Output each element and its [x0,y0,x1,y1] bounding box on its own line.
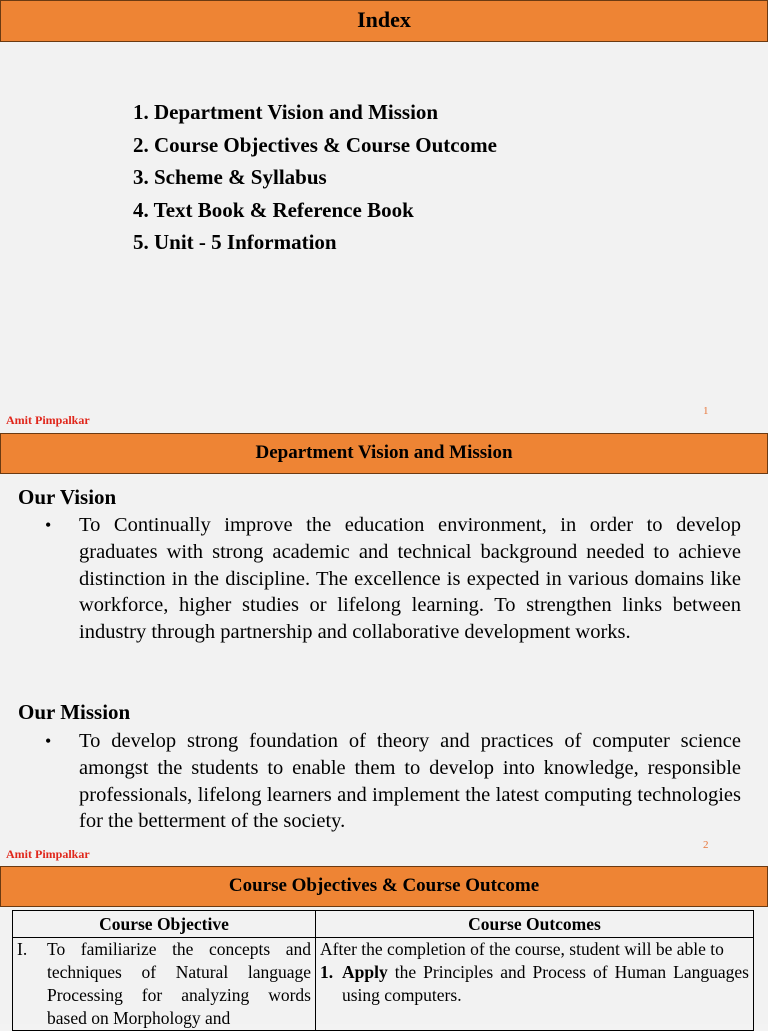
index-item: 1. Department Vision and Mission [133,100,439,124]
objective-cell [13,938,316,1031]
course-objectives-banner: Course Objectives & Course Outcome [0,866,768,907]
index-banner: Index [0,0,768,42]
index-item: 2. Course Objectives & Course Outcome [133,132,497,157]
column-header-objective: Course Objective [13,911,316,938]
vision-bullet [45,512,741,646]
index-item: 4. Text Book & Reference Book [133,197,414,222]
objective-numeral: I. [17,939,28,959]
author-footer: Amit Pimpalkar [6,413,90,427]
page-number: 1 [703,405,709,417]
column-header-outcomes: Course Outcomes [316,911,754,938]
outcome-verb: Apply [342,962,388,982]
mission-heading: Our Mission [18,700,131,724]
outcome-cell [316,938,754,1031]
index-list [133,96,497,259]
course-table [12,910,754,1031]
page-number: 2 [703,839,709,851]
objective-text: To familiarize the concepts and techniques of Natural language Processing for analyzing words based on Morphology and [47,939,311,1028]
bullet-icon: • [45,515,52,535]
outcome-item [320,961,749,1007]
outcome-number: 1. [320,962,334,982]
index-item: 3. Scheme & Syllabus [133,165,327,189]
author-footer: Amit Pimpalkar [6,847,90,861]
vision-heading: Our Vision [18,485,117,509]
vision-mission-banner: Department Vision and Mission [0,433,768,474]
outcome-item-text [342,961,749,1007]
outcome-intro: After the completion of the course, student will be able to [320,939,724,959]
table-row [13,938,754,1031]
mission-bullet [45,728,741,835]
bullet-icon: • [45,731,52,751]
index-item: 5. Unit - 5 Information [133,230,337,254]
outcome-description: the Principles and Process of Human Languages using computers. [342,962,749,1005]
slide-index [0,0,768,432]
mission-text: To develop strong foundation of theory and practices of computer science amongst the students to enable them to develop into knowledge, responsible professionals, lifelong learners and implement the latest computing technologies for the betterment of the society. [79,730,741,833]
slide-vision-mission [0,432,768,865]
vision-text: To Continually improve the education environment, in order to develop graduates with strong academic and technical background needed to achieve distinction in the discipline. The excellence is expected in various domains like workforce, higher studies or lifelong learning. To strengthen links between industry through partnership and collaborative development works. [79,514,741,644]
